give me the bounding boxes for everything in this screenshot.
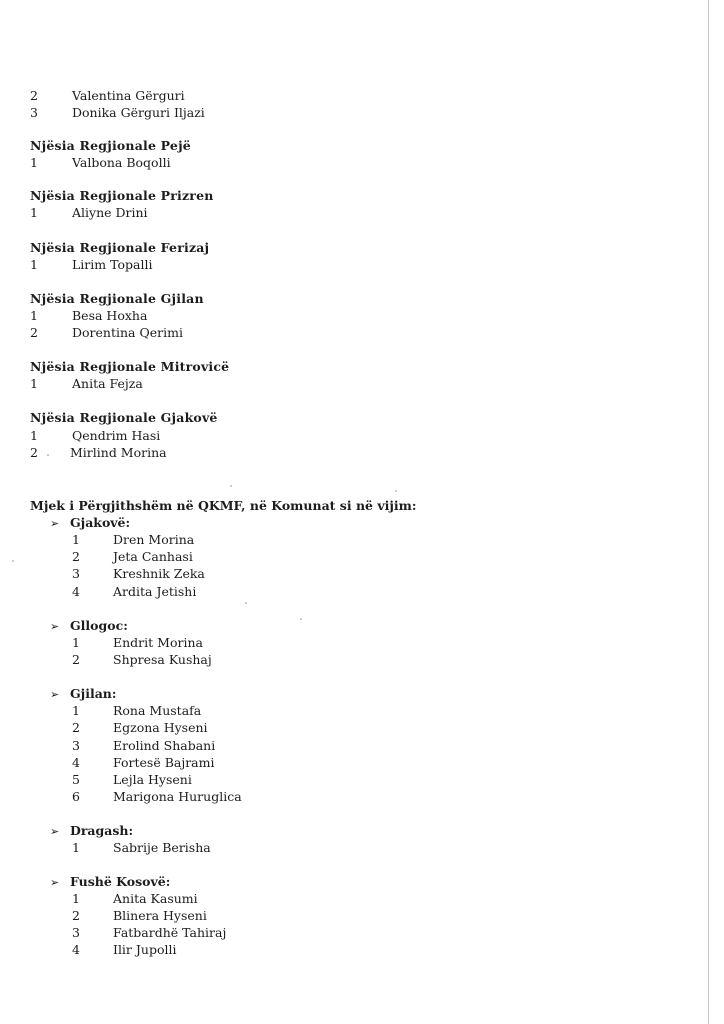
person-name: Erolind Shabani xyxy=(113,738,216,753)
scan-speckle xyxy=(12,560,14,562)
person-name: Kreshnik Zeka xyxy=(113,566,205,581)
municipality-title: Gjakovë: xyxy=(70,515,131,530)
item-number: 1 xyxy=(30,376,38,391)
municipality-heading xyxy=(50,686,117,703)
item-number: 6 xyxy=(72,789,80,804)
person-name: Qendrim Hasi xyxy=(72,428,161,443)
scan-speckle xyxy=(300,618,302,620)
item-number: 2 xyxy=(30,88,38,103)
person-name: Lejla Hyseni xyxy=(113,772,192,787)
person-name: Besa Hoxha xyxy=(72,308,148,323)
regional-unit-heading: Njësia Regjionale Gjilan xyxy=(30,291,204,306)
item-number: 1 xyxy=(30,308,38,323)
regional-unit-heading: Njësia Regjionale Pejë xyxy=(30,138,191,153)
bullet-arrow-icon: ➢ xyxy=(50,688,60,701)
municipality-heading xyxy=(50,515,130,532)
section-heading: Mjek i Përgjithshëm në QKMF, në Komunat si në vijim: xyxy=(30,498,417,513)
person-name: Rona Mustafa xyxy=(113,703,202,718)
item-number: 1 xyxy=(30,428,38,443)
person-name: Anita Kasumi xyxy=(113,891,198,906)
person-name: Fortesë Bajrami xyxy=(113,755,215,770)
municipality-heading xyxy=(50,618,128,635)
item-number: 1 xyxy=(72,891,80,906)
scan-speckle xyxy=(395,490,397,492)
person-name: Valentina Gërguri xyxy=(72,88,185,103)
person-name: Shpresa Kushaj xyxy=(113,652,212,667)
item-number: 4 xyxy=(72,584,80,599)
municipality-title: Fushë Kosovë: xyxy=(70,874,171,889)
bullet-arrow-icon: ➢ xyxy=(50,825,60,838)
bullet-arrow-icon: ➢ xyxy=(50,517,60,530)
item-number: 2 xyxy=(30,445,38,460)
item-number: 4 xyxy=(72,942,80,957)
person-name: Donika Gërguri Iljazi xyxy=(72,105,205,120)
item-number: 1 xyxy=(30,155,38,170)
item-number: 1 xyxy=(30,257,38,272)
regional-unit-heading: Njësia Regjionale Ferizaj xyxy=(30,240,210,255)
person-name: Ardita Jetishi xyxy=(113,584,197,599)
person-name: Marigona Huruglica xyxy=(113,789,242,804)
item-number: 1 xyxy=(72,840,80,855)
person-name: Fatbardhë Tahiraj xyxy=(113,925,227,940)
municipality-title: Gllogoc: xyxy=(70,618,128,633)
person-name: Valbona Boqolli xyxy=(72,155,171,170)
person-name: Dren Morina xyxy=(113,532,195,547)
person-name: Mirlind Morina xyxy=(70,445,167,460)
person-name: Jeta Canhasi xyxy=(113,549,193,564)
regional-unit-heading: Njësia Regjionale Mitrovicë xyxy=(30,359,230,374)
person-name: Lirim Topalli xyxy=(72,257,153,272)
person-name: Endrit Morina xyxy=(113,635,203,650)
person-name: Aliyne Drini xyxy=(72,205,148,220)
item-number: 2 xyxy=(72,908,80,923)
bullet-arrow-icon: ➢ xyxy=(50,876,60,889)
item-number: 3 xyxy=(72,925,80,940)
item-number: 5 xyxy=(72,772,80,787)
municipality-heading xyxy=(50,874,170,891)
municipality-title: Gjilan: xyxy=(70,686,117,701)
item-number: 2 xyxy=(72,549,80,564)
scan-speckle xyxy=(245,602,247,604)
regional-unit-heading: Njësia Regjionale Prizren xyxy=(30,188,214,203)
item-number: 1 xyxy=(72,703,80,718)
item-number: 2 xyxy=(72,720,80,735)
item-number: 3 xyxy=(72,738,80,753)
scan-speckle xyxy=(47,454,49,456)
item-number: 4 xyxy=(72,755,80,770)
person-name: Ilir Jupolli xyxy=(113,942,177,957)
item-number: 1 xyxy=(72,532,80,547)
bullet-arrow-icon: ➢ xyxy=(50,620,60,633)
municipality-title: Dragash: xyxy=(70,823,134,838)
scan-speckle xyxy=(230,485,232,487)
person-name: Anita Fejza xyxy=(72,376,143,391)
regional-unit-heading: Njësia Regjionale Gjakovë xyxy=(30,410,218,425)
municipality-heading xyxy=(50,823,133,840)
scan-edge-line xyxy=(708,0,709,1024)
item-number: 3 xyxy=(72,566,80,581)
item-number: 2 xyxy=(30,325,38,340)
person-name: Sabrije Berisha xyxy=(113,840,211,855)
person-name: Blinera Hyseni xyxy=(113,908,207,923)
item-number: 2 xyxy=(72,652,80,667)
item-number: 3 xyxy=(30,105,38,120)
person-name: Egzona Hyseni xyxy=(113,720,208,735)
person-name: Dorentina Qerimi xyxy=(72,325,183,340)
item-number: 1 xyxy=(30,205,38,220)
item-number: 1 xyxy=(72,635,80,650)
